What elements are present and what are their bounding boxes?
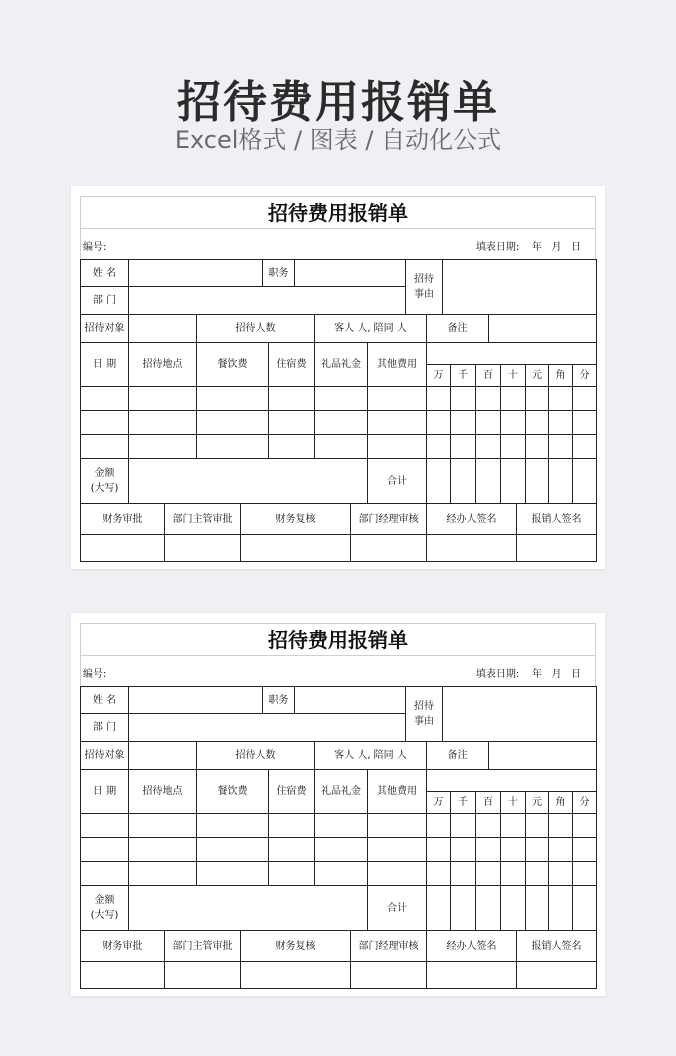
table-cell[interactable] [367, 410, 427, 435]
table-cell[interactable] [525, 837, 549, 862]
count-label: 招待人数 [196, 314, 315, 343]
signature-label-5: 报销人签名 [516, 503, 597, 535]
amount-unit-4: 元 [525, 364, 549, 387]
signature-label-4: 经办人签名 [426, 503, 517, 535]
table-cell[interactable] [80, 861, 129, 886]
signature-label-1: 部门主管审批 [164, 930, 241, 962]
total-cell[interactable] [426, 458, 451, 504]
table-cell[interactable] [572, 837, 597, 862]
signature-label-1: 部门主管审批 [164, 503, 241, 535]
table-cell[interactable] [525, 386, 549, 411]
table-cell[interactable] [426, 813, 451, 838]
signature-label-3: 部门经理审核 [350, 930, 427, 962]
total-cell[interactable] [548, 458, 573, 504]
total-label: 合计 [367, 458, 427, 504]
form-title: 招待费用报销单 [80, 196, 596, 229]
page-subtitle: Excel格式 / 图表 / 自动化公式 [174, 126, 502, 154]
amount-header-top [426, 769, 597, 792]
signature-field-1[interactable] [164, 534, 241, 562]
table-cell[interactable] [314, 837, 368, 862]
amount-unit-2: 百 [475, 364, 501, 387]
signature-label-4: 经办人签名 [426, 930, 517, 962]
position-field[interactable] [294, 686, 406, 714]
guest-field[interactable] [128, 314, 197, 343]
department-label: 部 门 [80, 713, 129, 742]
amount-unit-4: 元 [525, 791, 549, 814]
table-cell[interactable] [80, 386, 129, 411]
table-cell[interactable] [475, 861, 501, 886]
amount-unit-5: 角 [548, 364, 573, 387]
form-grid [80, 196, 596, 561]
signature-field-5[interactable] [516, 534, 597, 562]
total-cell[interactable] [475, 458, 501, 504]
guest-count: 客人 人, 陪同 人 [314, 314, 427, 343]
table-cell[interactable] [572, 410, 597, 435]
remark-field[interactable] [488, 741, 597, 770]
form-title: 招待费用报销单 [80, 623, 596, 656]
date-label: 填表日期: 年 月 日 [475, 669, 581, 680]
position-field[interactable] [294, 259, 406, 287]
table-cell[interactable] [525, 813, 549, 838]
table-cell[interactable] [475, 410, 501, 435]
table-cell[interactable] [450, 434, 476, 459]
table-cell[interactable] [128, 813, 197, 838]
table-cell[interactable] [525, 861, 549, 886]
table-cell[interactable] [450, 813, 476, 838]
table-cell[interactable] [80, 434, 129, 459]
lodging-header: 住宿费 [268, 342, 315, 387]
table-cell[interactable] [314, 813, 368, 838]
table-cell[interactable] [80, 813, 129, 838]
table-cell[interactable] [450, 410, 476, 435]
table-cell[interactable] [525, 410, 549, 435]
position-label: 职务 [262, 686, 295, 714]
table-cell[interactable] [500, 813, 526, 838]
amount-unit-5: 角 [548, 791, 573, 814]
date-header: 日 期 [80, 769, 129, 814]
signature-field-2[interactable] [240, 961, 351, 989]
date-label: 填表日期: 年 月 日 [475, 242, 581, 253]
meal-header: 餐饮费 [196, 769, 269, 814]
table-cell[interactable] [572, 434, 597, 459]
total-cell[interactable] [426, 885, 451, 931]
table-cell[interactable] [548, 813, 573, 838]
table-cell[interactable] [80, 837, 129, 862]
count-label: 招待人数 [196, 741, 315, 770]
amount-unit-3: 十 [500, 364, 526, 387]
guest-count: 客人 人, 陪同 人 [314, 741, 427, 770]
table-cell[interactable] [450, 386, 476, 411]
signature-label-2: 财务复核 [240, 930, 351, 962]
signature-field-4[interactable] [426, 534, 517, 562]
signature-label-3: 部门经理审核 [350, 503, 427, 535]
guest-label: 招待对象 [80, 741, 129, 770]
table-cell[interactable] [426, 410, 451, 435]
table-cell[interactable] [548, 837, 573, 862]
table-cell[interactable] [426, 837, 451, 862]
table-cell[interactable] [80, 410, 129, 435]
amount-label: 金额 (大写) [80, 885, 129, 931]
total-cell[interactable] [548, 885, 573, 931]
table-cell[interactable] [426, 434, 451, 459]
signature-label-0: 财务审批 [80, 503, 165, 535]
place-header: 招待地点 [128, 342, 197, 387]
table-cell[interactable] [128, 410, 197, 435]
signature-field-4[interactable] [426, 961, 517, 989]
signature-field-1[interactable] [164, 961, 241, 989]
table-cell[interactable] [268, 434, 315, 459]
reason-field[interactable] [442, 686, 597, 742]
department-label: 部 门 [80, 286, 129, 315]
gift-header: 礼品礼金 [314, 342, 368, 387]
table-cell[interactable] [500, 837, 526, 862]
amount-unit-1: 千 [450, 364, 476, 387]
table-cell[interactable] [128, 434, 197, 459]
position-label: 职务 [262, 259, 295, 287]
table-cell[interactable] [426, 386, 451, 411]
gift-header: 礼品礼金 [314, 769, 368, 814]
table-cell[interactable] [500, 434, 526, 459]
table-cell[interactable] [572, 813, 597, 838]
total-label: 合计 [367, 885, 427, 931]
table-cell[interactable] [367, 813, 427, 838]
amount-unit-3: 十 [500, 791, 526, 814]
remark-label: 备注 [426, 314, 489, 343]
signature-label-5: 报销人签名 [516, 930, 597, 962]
table-cell[interactable] [314, 410, 368, 435]
meal-header: 餐饮费 [196, 342, 269, 387]
place-header: 招待地点 [128, 769, 197, 814]
total-cell[interactable] [572, 458, 597, 504]
table-cell[interactable] [548, 861, 573, 886]
name-label: 姓 名 [80, 686, 129, 714]
table-cell[interactable] [268, 837, 315, 862]
table-cell[interactable] [367, 837, 427, 862]
serial-label: 编号: [83, 242, 107, 253]
amount-unit-2: 百 [475, 791, 501, 814]
table-cell[interactable] [450, 837, 476, 862]
guest-label: 招待对象 [80, 314, 129, 343]
signature-label-0: 财务审批 [80, 930, 165, 962]
table-cell[interactable] [128, 837, 197, 862]
total-cell[interactable] [572, 885, 597, 931]
table-cell[interactable] [268, 386, 315, 411]
table-cell[interactable] [196, 837, 269, 862]
lodging-header: 住宿费 [268, 769, 315, 814]
amount-unit-6: 分 [572, 791, 597, 814]
amount-header-top [426, 342, 597, 365]
table-cell[interactable] [314, 386, 368, 411]
department-field[interactable] [128, 713, 406, 742]
remark-field[interactable] [488, 314, 597, 343]
table-cell[interactable] [314, 434, 368, 459]
table-cell[interactable] [367, 434, 427, 459]
total-cell[interactable] [500, 458, 526, 504]
reason-field[interactable] [442, 259, 597, 315]
other-header: 其他费用 [367, 769, 427, 814]
total-cell[interactable] [450, 885, 476, 931]
signature-field-5[interactable] [516, 961, 597, 989]
table-cell[interactable] [128, 861, 197, 886]
reason-label: 招待 事由 [405, 259, 443, 315]
total-cell[interactable] [475, 885, 501, 931]
table-cell[interactable] [525, 434, 549, 459]
name-field[interactable] [128, 686, 263, 714]
table-cell[interactable] [572, 386, 597, 411]
remark-label: 备注 [426, 741, 489, 770]
table-cell[interactable] [572, 861, 597, 886]
other-header: 其他费用 [367, 342, 427, 387]
table-cell[interactable] [128, 386, 197, 411]
table-cell[interactable] [196, 410, 269, 435]
form-grid [80, 623, 596, 988]
page-title: 招待费用报销单 [177, 77, 499, 128]
total-cell[interactable] [525, 885, 549, 931]
signature-field-3[interactable] [350, 961, 427, 989]
table-cell[interactable] [548, 410, 573, 435]
table-cell[interactable] [500, 410, 526, 435]
table-cell[interactable] [426, 861, 451, 886]
amount-field[interactable] [128, 458, 368, 504]
table-cell[interactable] [475, 434, 501, 459]
name-field[interactable] [128, 259, 263, 287]
signature-field-0[interactable] [80, 534, 165, 562]
table-cell[interactable] [475, 837, 501, 862]
table-cell[interactable] [196, 813, 269, 838]
amount-field[interactable] [128, 885, 368, 931]
date-header: 日 期 [80, 342, 129, 387]
table-cell[interactable] [367, 861, 427, 886]
table-cell[interactable] [367, 386, 427, 411]
amount-unit-6: 分 [572, 364, 597, 387]
reason-label: 招待 事由 [405, 686, 443, 742]
table-cell[interactable] [475, 386, 501, 411]
table-cell[interactable] [268, 410, 315, 435]
table-cell[interactable] [475, 813, 501, 838]
expense-form [80, 196, 596, 561]
table-cell[interactable] [196, 861, 269, 886]
total-cell[interactable] [450, 458, 476, 504]
table-cell[interactable] [314, 861, 368, 886]
guest-field[interactable] [128, 741, 197, 770]
table-cell[interactable] [500, 861, 526, 886]
table-cell[interactable] [548, 386, 573, 411]
amount-unit-0: 万 [426, 791, 451, 814]
table-cell[interactable] [450, 861, 476, 886]
table-cell[interactable] [196, 386, 269, 411]
expense-form [80, 623, 596, 988]
signature-field-3[interactable] [350, 534, 427, 562]
form-card-1 [71, 186, 605, 569]
department-field[interactable] [128, 286, 406, 315]
table-cell[interactable] [268, 813, 315, 838]
total-cell[interactable] [500, 885, 526, 931]
signature-field-0[interactable] [80, 961, 165, 989]
table-cell[interactable] [196, 434, 269, 459]
serial-label: 编号: [83, 669, 107, 680]
amount-unit-0: 万 [426, 364, 451, 387]
amount-label: 金额 (大写) [80, 458, 129, 504]
name-label: 姓 名 [80, 259, 129, 287]
table-cell[interactable] [548, 434, 573, 459]
table-cell[interactable] [268, 861, 315, 886]
amount-unit-1: 千 [450, 791, 476, 814]
form-card-2 [71, 613, 605, 996]
total-cell[interactable] [525, 458, 549, 504]
table-cell[interactable] [500, 386, 526, 411]
signature-field-2[interactable] [240, 534, 351, 562]
signature-label-2: 财务复核 [240, 503, 351, 535]
